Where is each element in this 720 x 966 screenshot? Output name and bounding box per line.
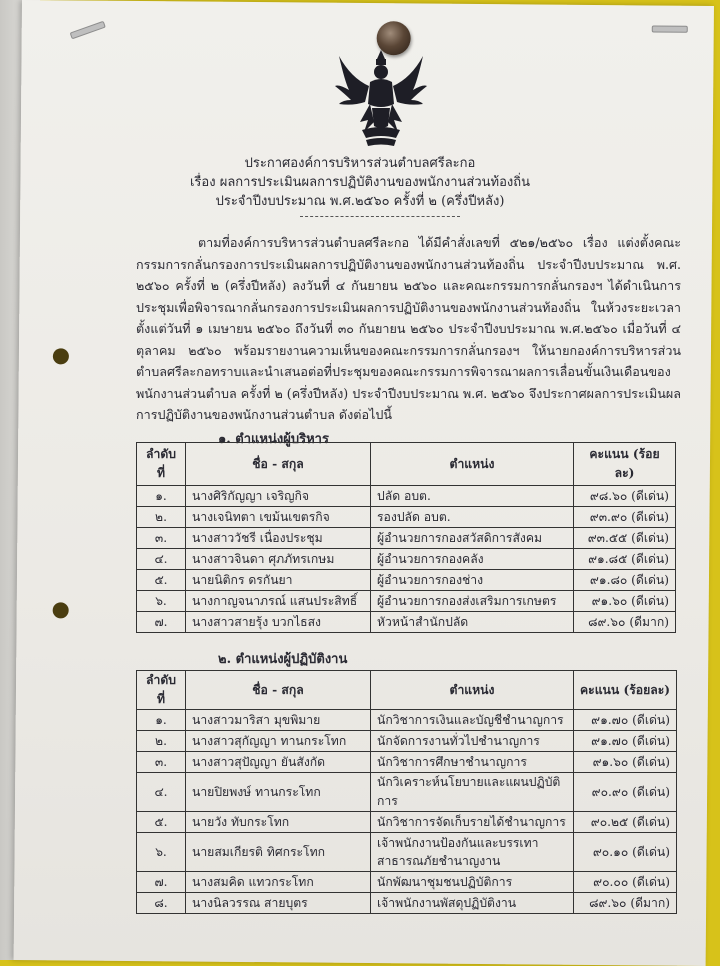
row-name: นางสาวจินดา ศุภภัทรเกษม (186, 549, 371, 570)
staple (652, 25, 688, 32)
garuda-emblem-icon (332, 46, 430, 148)
table-row (137, 752, 677, 773)
row-position: รองปลัด อบต. (371, 507, 574, 528)
staple (70, 21, 106, 40)
row-no: ๒. (137, 507, 186, 528)
row-no: ๗. (137, 872, 186, 893)
table-row (137, 549, 676, 570)
row-position: นักวิเคราะห์นโยบายและแผนปฏิบัติการ (371, 773, 574, 812)
table-row (137, 710, 677, 731)
row-position: ผู้อำนวยการกองช่าง (371, 570, 574, 591)
row-no: ๘. (137, 893, 186, 914)
header-name: ชื่อ - สกุล (186, 671, 371, 710)
row-name: นางกาญจนาภรณ์ แสนประสิทธิ์ (186, 591, 371, 612)
row-no: ๕. (137, 570, 186, 591)
row-name: นายวัง ทับกระโทก (186, 812, 371, 833)
table-row (137, 893, 677, 914)
section1-title: ๑. ตำแหน่งผู้บริหาร (218, 432, 329, 447)
executives-table (136, 442, 676, 633)
row-position: ผู้อำนวยการกองสวัสดิการสังคม (371, 528, 574, 549)
row-position: นักวิชาการศึกษาชำนาญการ (371, 752, 574, 773)
row-score: ๙๑.๖๐ (ดีเด่น) (574, 591, 676, 612)
table-row (137, 507, 676, 528)
row-name: นางสาวสุกัญญา ทานกระโทก (186, 731, 371, 752)
row-position: ผู้อำนวยการกองส่งเสริมการเกษตร (371, 591, 574, 612)
row-position: เจ้าพนักงานพัสดุปฏิบัติงาน (371, 893, 574, 914)
header-name: ชื่อ - สกุล (186, 443, 371, 486)
row-score: ๙๑.๗๐ (ดีเด่น) (574, 710, 677, 731)
row-no: ๑. (137, 486, 186, 507)
row-position: นักพัฒนาชุมชนปฏิบัติการ (371, 872, 574, 893)
row-no: ๔. (137, 773, 186, 812)
header-position: ตำแหน่ง (371, 671, 574, 710)
header-score: คะแนน (ร้อยละ) (574, 671, 677, 710)
table-row (137, 731, 677, 752)
table-row (137, 773, 677, 812)
row-score: ๙๓.๕๕ (ดีเด่น) (574, 528, 676, 549)
row-position: เจ้าพนักงานป้องกันและบรรเทาสาธารณภัยชำนาญงาน (371, 833, 574, 872)
row-no: ๑. (137, 710, 186, 731)
table-row (137, 486, 676, 507)
row-score: ๘๙.๖๐ (ดีมาก) (574, 893, 677, 914)
row-score: ๙๑.๖๐ (ดีเด่น) (574, 752, 677, 773)
row-name: นางศิริกัญญา เจริญกิจ (186, 486, 371, 507)
row-name: นางสาวมาริสา มุขพิมาย (186, 710, 371, 731)
row-score: ๙๑.๗๐ (ดีเด่น) (574, 731, 677, 752)
row-name: นางสาววัชรี เนื่องประชุม (186, 528, 371, 549)
table-row (137, 528, 676, 549)
divider (300, 216, 460, 217)
row-name: นายปิยพงษ์ ทานกระโทก (186, 773, 371, 812)
row-score: ๙๑.๘๐ (ดีเด่น) (574, 570, 676, 591)
row-no: ๗. (137, 612, 186, 633)
row-name: นางเจนิทตา เขม้นเขตรกิจ (186, 507, 371, 528)
punch-hole (53, 602, 69, 618)
table-header-row (137, 443, 676, 486)
row-position: ปลัด อบต. (371, 486, 574, 507)
row-score: ๙๐.๙๐ (ดีเด่น) (574, 773, 677, 812)
row-score: ๙๑.๘๕ (ดีเด่น) (574, 549, 676, 570)
row-name: นางสาวสายรุ้ง บวกไธสง (186, 612, 371, 633)
row-no: ๒. (137, 731, 186, 752)
row-position: นักวิชาการจัดเก็บรายได้ชำนาญการ (371, 812, 574, 833)
row-name: นางสมคิด แทวกระโทก (186, 872, 371, 893)
row-no: ๔. (137, 549, 186, 570)
row-no: ๖. (137, 591, 186, 612)
table-row (137, 612, 676, 633)
row-position: หัวหน้าสำนักปลัด (371, 612, 574, 633)
row-name: นางสาวสุปัญญา ยันสังกัด (186, 752, 371, 773)
announcement-subject: เรื่อง ผลการประเมินผลการปฏิบัติงานของพนักงานส่วนท้องถิ่น (189, 175, 531, 190)
row-no: ๕. (137, 812, 186, 833)
row-no: ๓. (137, 528, 186, 549)
header-score: คะแนน (ร้อยละ) (574, 443, 676, 486)
header-position: ตำแหน่ง (371, 443, 574, 486)
row-no: ๓. (137, 752, 186, 773)
header-no: ลำดับที่ (137, 443, 186, 486)
announcement-title: ประกาศองค์การบริหารส่วนตำบลศรีละกอ (244, 156, 476, 171)
row-score: ๙๐.๒๕ (ดีเด่น) (574, 812, 677, 833)
table-row (137, 812, 677, 833)
row-score: ๘๙.๖๐ (ดีมาก) (574, 612, 676, 633)
table-header-row (137, 671, 677, 710)
table-row (137, 591, 676, 612)
table-row (137, 570, 676, 591)
punch-hole (53, 348, 69, 364)
row-position: นักจัดการงานทั่วไปชำนาญการ (371, 731, 574, 752)
row-position: ผู้อำนวยการกองคลัง (371, 549, 574, 570)
row-score: ๙๐.๑๐ (ดีเด่น) (574, 833, 677, 872)
header-no: ลำดับที่ (137, 671, 186, 710)
section2-title: ๒. ตำแหน่งผู้ปฏิบัติงาน (218, 652, 348, 667)
row-name: นางนิลวรรณ สายบุตร (186, 893, 371, 914)
table-row (137, 872, 677, 893)
row-no: ๖. (137, 833, 186, 872)
row-position: นักวิชาการเงินและบัญชีชำนาญการ (371, 710, 574, 731)
row-score: ๙๘.๖๐ (ดีเด่น) (574, 486, 676, 507)
row-score: ๙๓.๙๐ (ดีเด่น) (574, 507, 676, 528)
row-score: ๙๐.๐๐ (ดีเด่น) (574, 872, 677, 893)
table-row (137, 833, 677, 872)
body-paragraph: ตามที่องค์การบริหารส่วนตำบลศรีละกอ ได้มีคำสั่งเลขที่ ๕๒๑/๒๕๖๐ เรื่อง แต่งตั้งคณะกรรมการกลั่นกรองการประเมินผลการปฏิบัติงานของพนักงานส่วนท้องถิ่น ประจำปีงบประมาณ พ.ศ. ๒๕๖๐ ครั้งที่ ๒ (ครึ่งปีหลัง) ลงวันที่ ๔ กันยายน ๒๕๖๐ และคณะกรรมการกลั่นกรองฯ ได้ดำเนินการประชุมเพื่อพิจารณากลั่นกรองการประเมินผลการปฏิบัติงานของพนักงานส่วนท้องถิ่น ในห้วงระยะเวลาตั้งแต่วันที่ ๑ เมษายน ๒๕๖๐ ถึงวันที่ ๓๐ กันยายน ๒๕๖๐ ประจำปีงบประมาณ พ.ศ.๒๕๖๐ เมื่อวันที่ ๔ ตุลาคม ๒๕๖๐ พร้อมรายงานความเห็นของคณะกรรมการกลั่นกรองฯ ให้นายกองค์การบริหารส่วนตำบลศรีละกอทราบและนำเสนอต่อที่ประชุมของคณะกรรมการพิจารณาผลการเลื่อนขั้นเงินเดือนของพนักงานส่วนตำบล ครั้งที่ ๒ (ครึ่งปีหลัง) ประจำปีงบประมาณ พ.ศ. ๒๕๖๐ จึงประกาศผลการประเมินผลการปฏิบัติงานของพนักงานส่วนตำบล ดังต่อไปนี้ (136, 235, 681, 422)
row-name: นายนิติกร ดรกันยา (186, 570, 371, 591)
announcement-period: ประจำปีงบประมาณ พ.ศ.๒๕๖๐ ครั้งที่ ๒ (ครึ่งปีหลัง) (215, 194, 505, 209)
row-name: นายสมเกียรติ ทิศกระโทก (186, 833, 371, 872)
staff-table (136, 670, 677, 914)
